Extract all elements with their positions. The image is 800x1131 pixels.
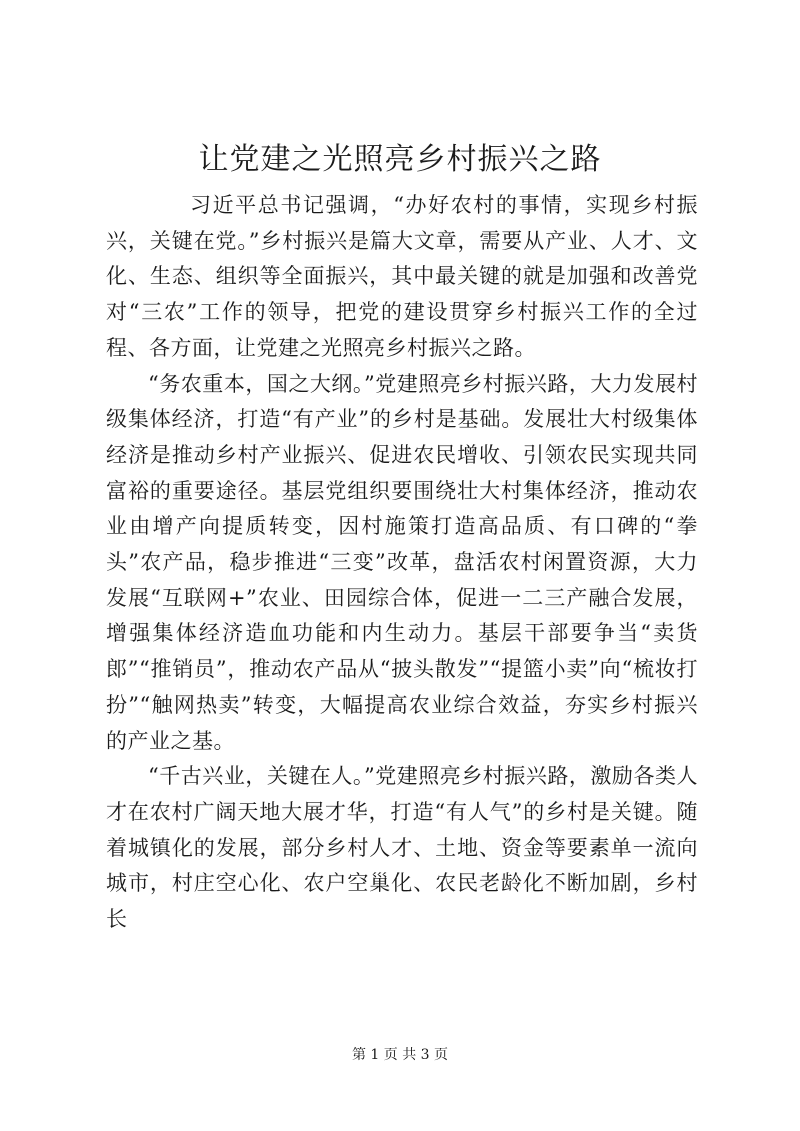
page-footer: 第 1 页 共 3 页 bbox=[351, 1047, 449, 1063]
document-title: 让党建之光照亮乡村振兴之路 bbox=[198, 142, 602, 177]
paragraph-industry: “务农重本，国之大纲。”党建照亮乡村振兴路，大力发展村级集体经济，打造“有产业”的乡村是基础。发展壮大村级集体经济是推动乡村产业振兴、促进农民增收、引领农民实现共同富裕的重要途径。基层党组织要围绕壮大村集体经济，推动农业由增产向提质转变，因村施策打造高品质、有口碑的“拳头”农产品，稳步推进“三变”改革，盘活农村闲置资源，大力发展“互联网+”农业、田园综合体，促进一二三产融合发展，增强集体经济造血功能和内生动力。基层干部要争当“卖货郎”“推销员”，推动农产品从“披头散发”“提篮小卖”向“梳妆打扮”“触网热卖”转变，大幅提高农业综合效益，夯实乡村振兴的产业之基。 bbox=[106, 371, 698, 753]
paragraph-talent: “千古兴业，关键在人。”党建照亮乡村振兴路，激励各类人才在农村广阔天地大展才华，打造“有人气”的乡村是关键。随着城镇化的发展，部分乡村人才、土地、资金等要素单一流向城市，村庄空心化、农户空巢化、农民老龄化不断加剧，乡村长 bbox=[106, 764, 698, 932]
paragraph-intro: 习近平总书记强调，“办好农村的事情，实现乡村振兴，关键在党。”乡村振兴是篇大文章，需要从产业、人才、文化、生态、组织等全面振兴，其中最关键的就是加强和改善党对“三农”工作的领导，把党的建设贯穿乡村振兴工作的全过程、各方面，让党建之光照亮乡村振兴之路。 bbox=[106, 193, 698, 360]
document-body bbox=[106, 188, 698, 938]
